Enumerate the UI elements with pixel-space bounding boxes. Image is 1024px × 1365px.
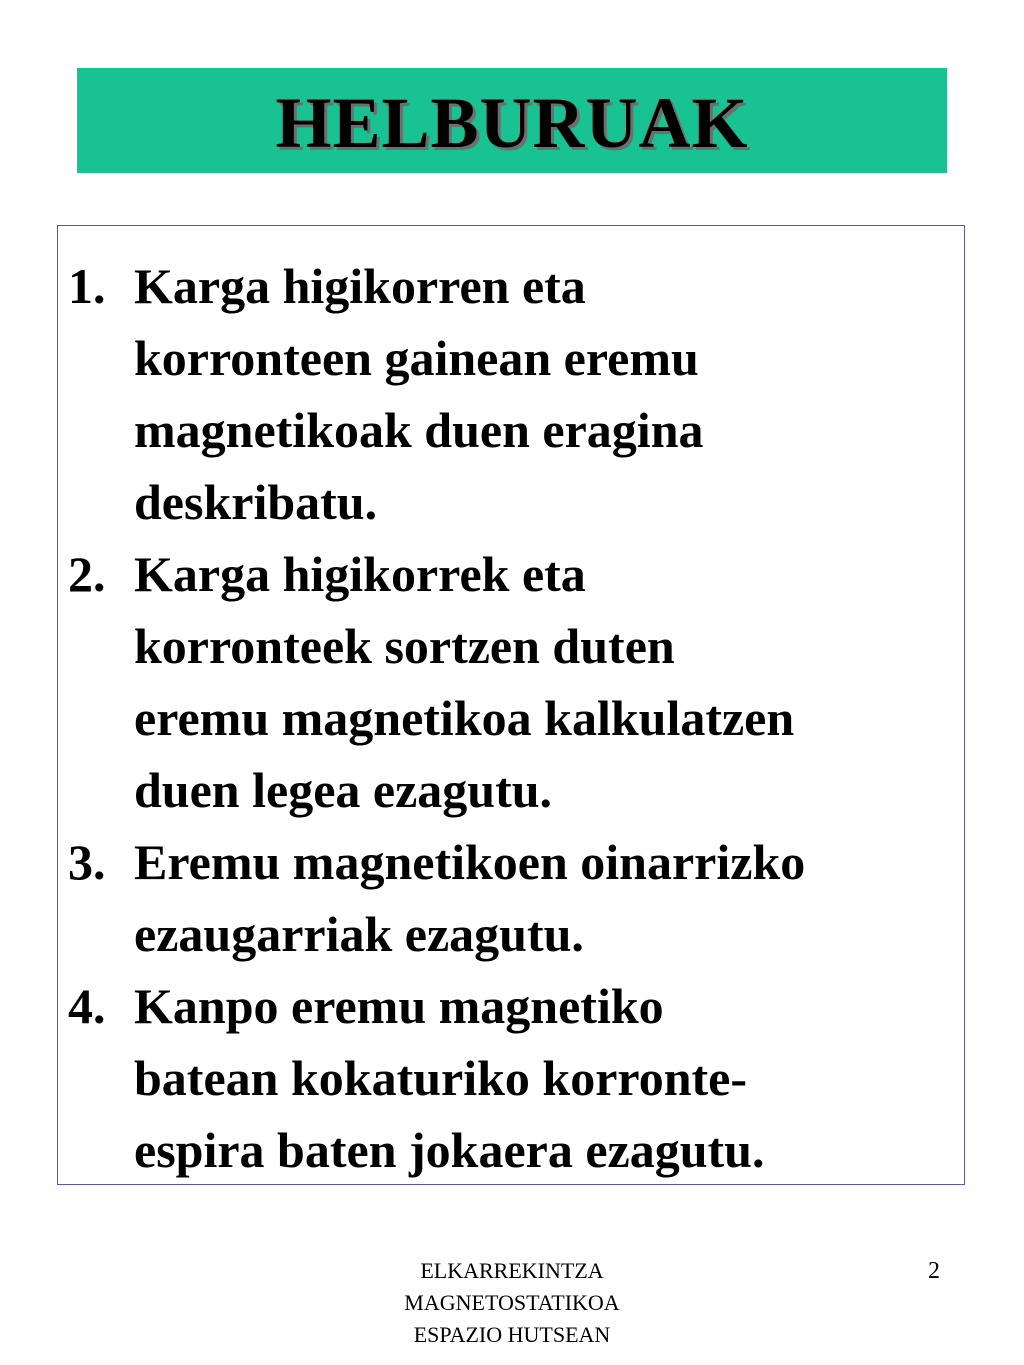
objective-text-line: Karga higikorrek eta [134,546,586,602]
objective-number: 3. [68,834,106,890]
objective-text-line: Karga higikorren eta [134,258,586,314]
footer-line: ELKARREKINTZA [420,1258,604,1283]
objective-text-line: magnetikoak duen eragina [134,402,704,458]
footer-title [352,1255,672,1351]
objective-text-line: korronteen gainean eremu [134,330,699,386]
objective-item-2 [58,538,964,826]
objective-text-line: duen legea ezagutu. [134,762,553,818]
page-number: 2 [928,1258,940,1284]
objective-text-line: deskribatu. [134,474,378,530]
objective-text-line: espira baten jokaera ezagutu. [134,1122,765,1178]
slide-title: HELBURUAK [275,82,749,163]
objectives-list [58,250,964,1186]
objective-text-line: eremu magnetikoa kalkulatzen [134,690,795,746]
objective-number: 4. [68,978,106,1034]
objective-number: 2. [68,546,106,602]
title-bar [77,68,947,173]
footer-line: ESPAZIO HUTSEAN [413,1322,611,1347]
objective-text-line: batean kokaturiko korronte- [134,1050,748,1106]
objectives-box [57,225,965,1185]
objective-text-line: ezaugarriak ezagutu. [134,906,584,962]
objective-item-4 [58,970,964,1186]
objective-item-3 [58,826,964,970]
objective-text-line: Kanpo eremu magnetiko [134,978,664,1034]
footer-line: MAGNETOSTATIKOA [404,1290,620,1315]
objective-item-1 [58,250,964,538]
objective-text-line: Eremu magnetikoen oinarrizko [134,834,806,890]
objective-number: 1. [68,258,106,314]
objective-text-line: korronteek sortzen duten [134,618,675,674]
